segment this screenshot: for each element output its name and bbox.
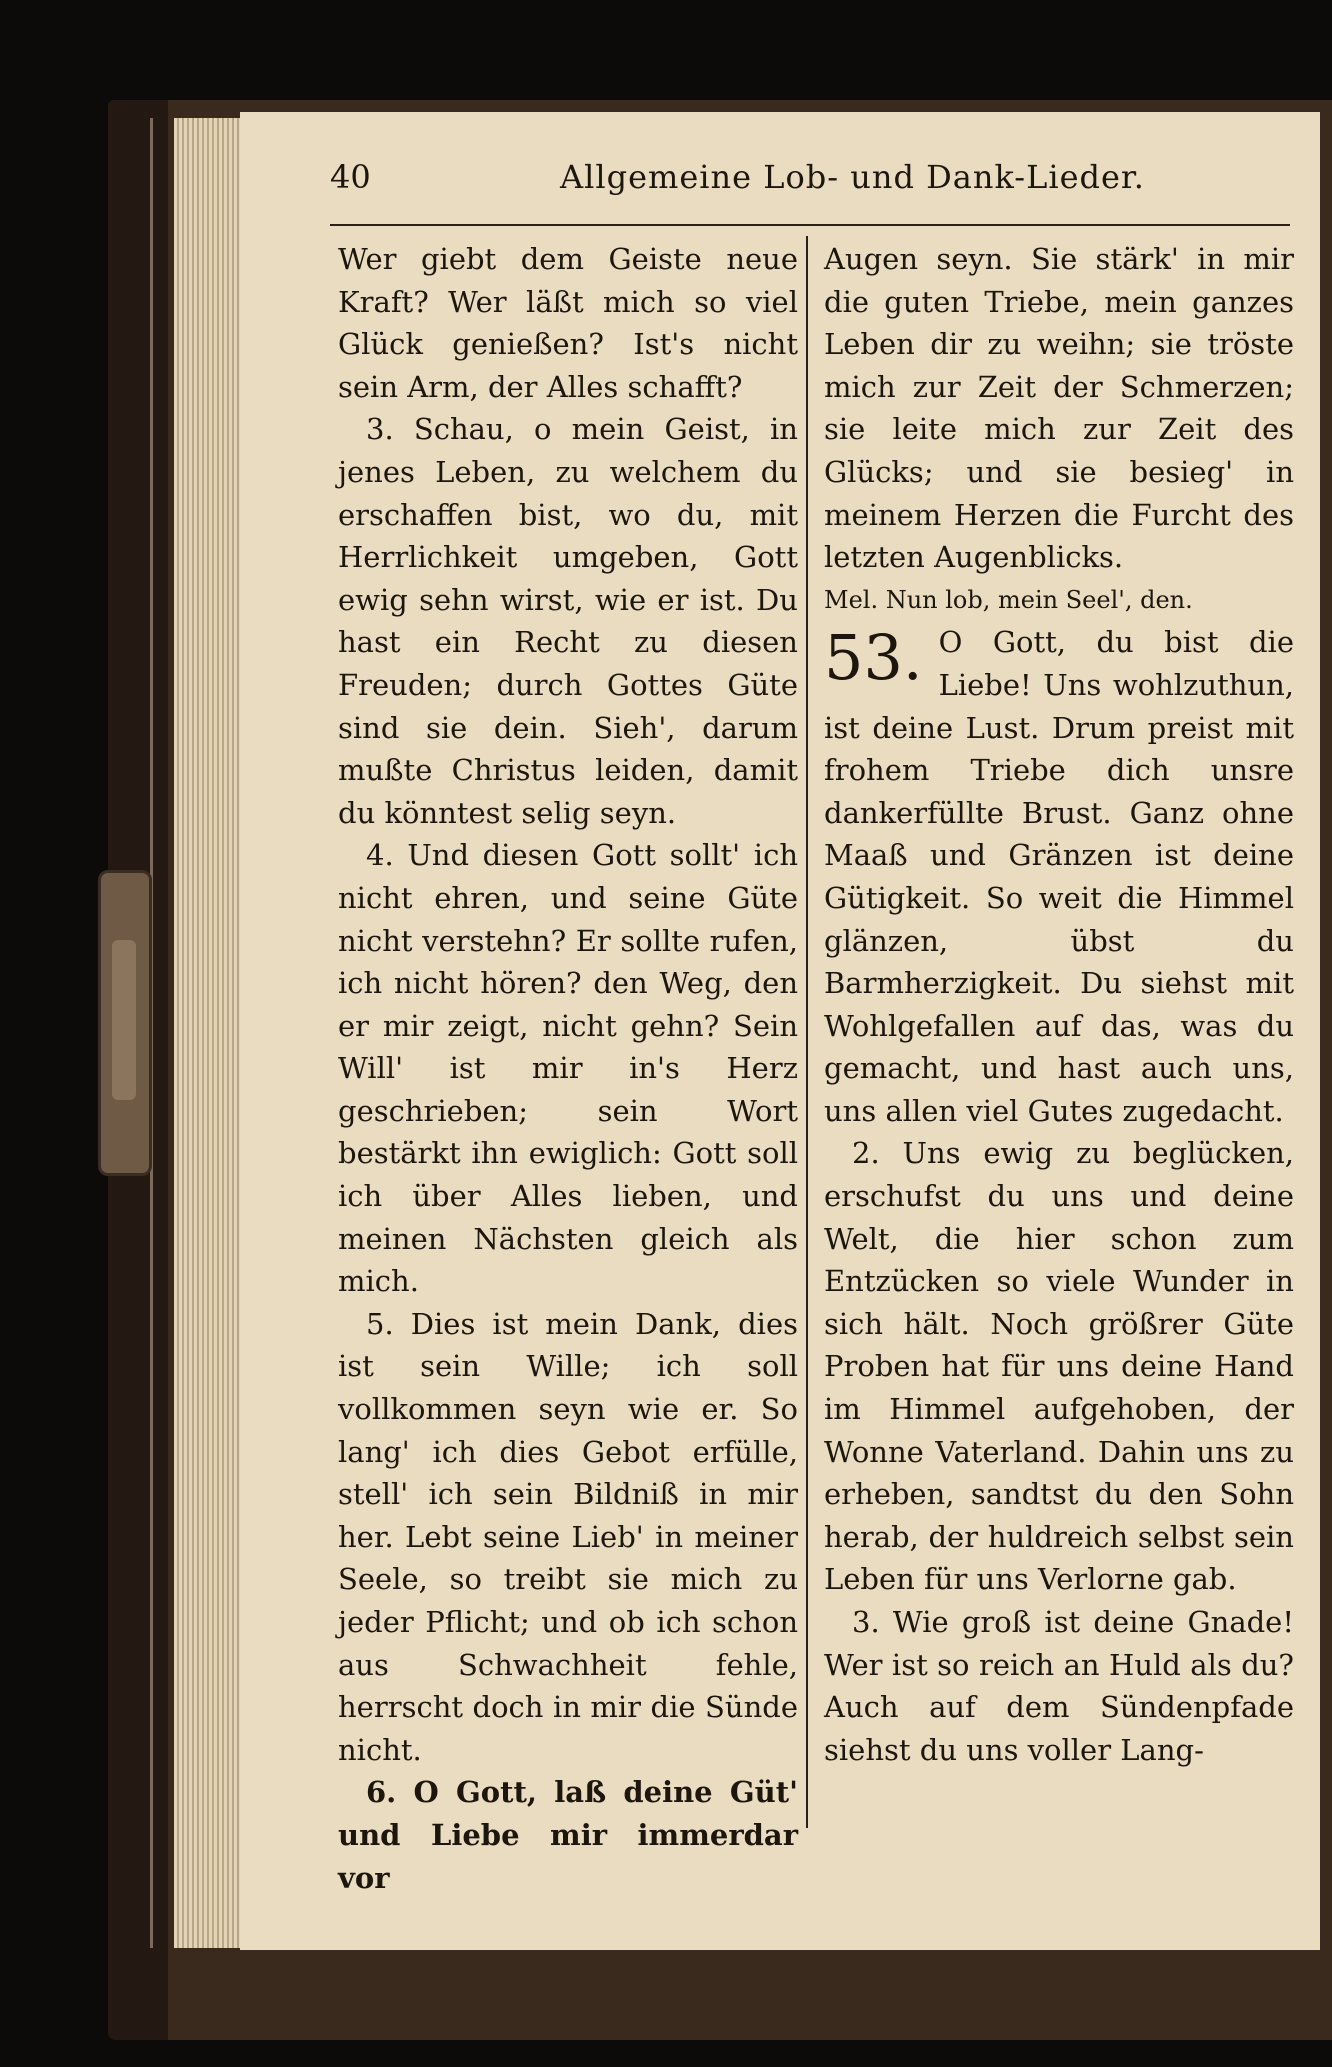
right-column [824,238,1294,1771]
verse-3: 3. Schau, o mein Geist, in jenes Leben, zu welchem du erschaffen bist, wo du, mit Herrlichkeit umgeben, Gott ewig sehn wirst, wie er ist. Du hast ein Recht zu diesen Freuden; durch Gottes Güte sind sie dein. Sieh', darum mußte Christus leiden, damit du könntest selig seyn. [338,412,798,830]
column-rule [806,236,808,1828]
left-column [338,238,798,1899]
hymn-verse-3: 3. Wie groß ist deine Gnade! Wer ist so reich an Huld als du? Auch auf dem Sündenpfade siehst du uns voller Lang- [824,1605,1294,1767]
running-title: Allgemeine Lob- und Dank-Lieder. [560,158,1145,196]
left-paragraph: Wer giebt dem Geiste neue Kraft? Wer läßt mich so viel Glück genießen? Ist's nicht sein Arm, der Alles schafft? [338,242,798,404]
hymn-verse-2: 2. Uns ewig zu beglücken, erschufst du uns und deine Welt, die hier schon zum Entzücken so viele Wunder in sich hält. Noch größrer Güte Proben hat für uns deine Hand im Himmel aufgehoben, der Wonne Vaterland. Dahin uns zu erheben, sandtst du den Sohn herab, der huldreich selbst sein Leben für uns Verlorne gab. [824,1136,1294,1597]
header-rule [330,224,1290,226]
verse-5: 5. Dies ist mein Dank, dies ist sein Wille; ich soll vollkommen seyn wie er. So lang' ich dies Gebot erfülle, stell' ich sein Bildniß in mir her. Lebt seine Lieb' in meiner Seele, so treibt sie mich zu jeder Pflicht; und ob ich schon aus Schwachheit fehle, herrscht doch in mir die Sünde nicht. [338,1306,798,1767]
hymn-first-verse: O Gott, du bist die Liebe! Uns wohlzuthun, ist deine Lust. Drum preist mit frohem Triebe dich unsre dankerfüllte Brust. Ganz ohne Maaß und Gränzen ist deine Gütigkeit. So weit die Himmel glänzen, übst du Barmherzigkeit. Du siehst mit Wohlgefallen auf das, was du gemacht, und hast auch uns, uns allen viel Gutes zugedacht. [824,625,1294,1128]
verse-4: 4. Und diesen Gott sollt' ich nicht ehren, und seine Güte nicht verstehn? Er sollte rufen, ich nicht hören? den Weg, den er mir zeigt, nicht gehn? Sein Will' ist mir in's Herz geschrieben; sein Wort bestärkt ihn ewiglich: Gott soll ich über Alles lieben, und meinen Nächsten gleich als mich. [338,838,798,1299]
melody-line: Mel. Nun lob, mein Seel', den. [824,585,1193,614]
page-number: 40 [330,158,371,196]
clasp-knob [112,940,136,1100]
verse-continuation: Augen seyn. Sie stärk' in mir die guten Triebe, mein ganzes Leben dir zu weihn; sie tröste mich zur Zeit der Schmerzen; sie leite mich zur Zeit des Glücks; und sie besieg' in meinem Herzen die Furcht des letzten Augenblicks. [824,242,1294,575]
hymn-53 [824,621,1294,1132]
page-stack [174,118,240,1948]
running-head [330,158,1330,208]
hymn-number: 53. [824,621,923,695]
verse-6: 6. O Gott, laß deine Güt' und Liebe mir immerdar vor [338,1775,798,1895]
